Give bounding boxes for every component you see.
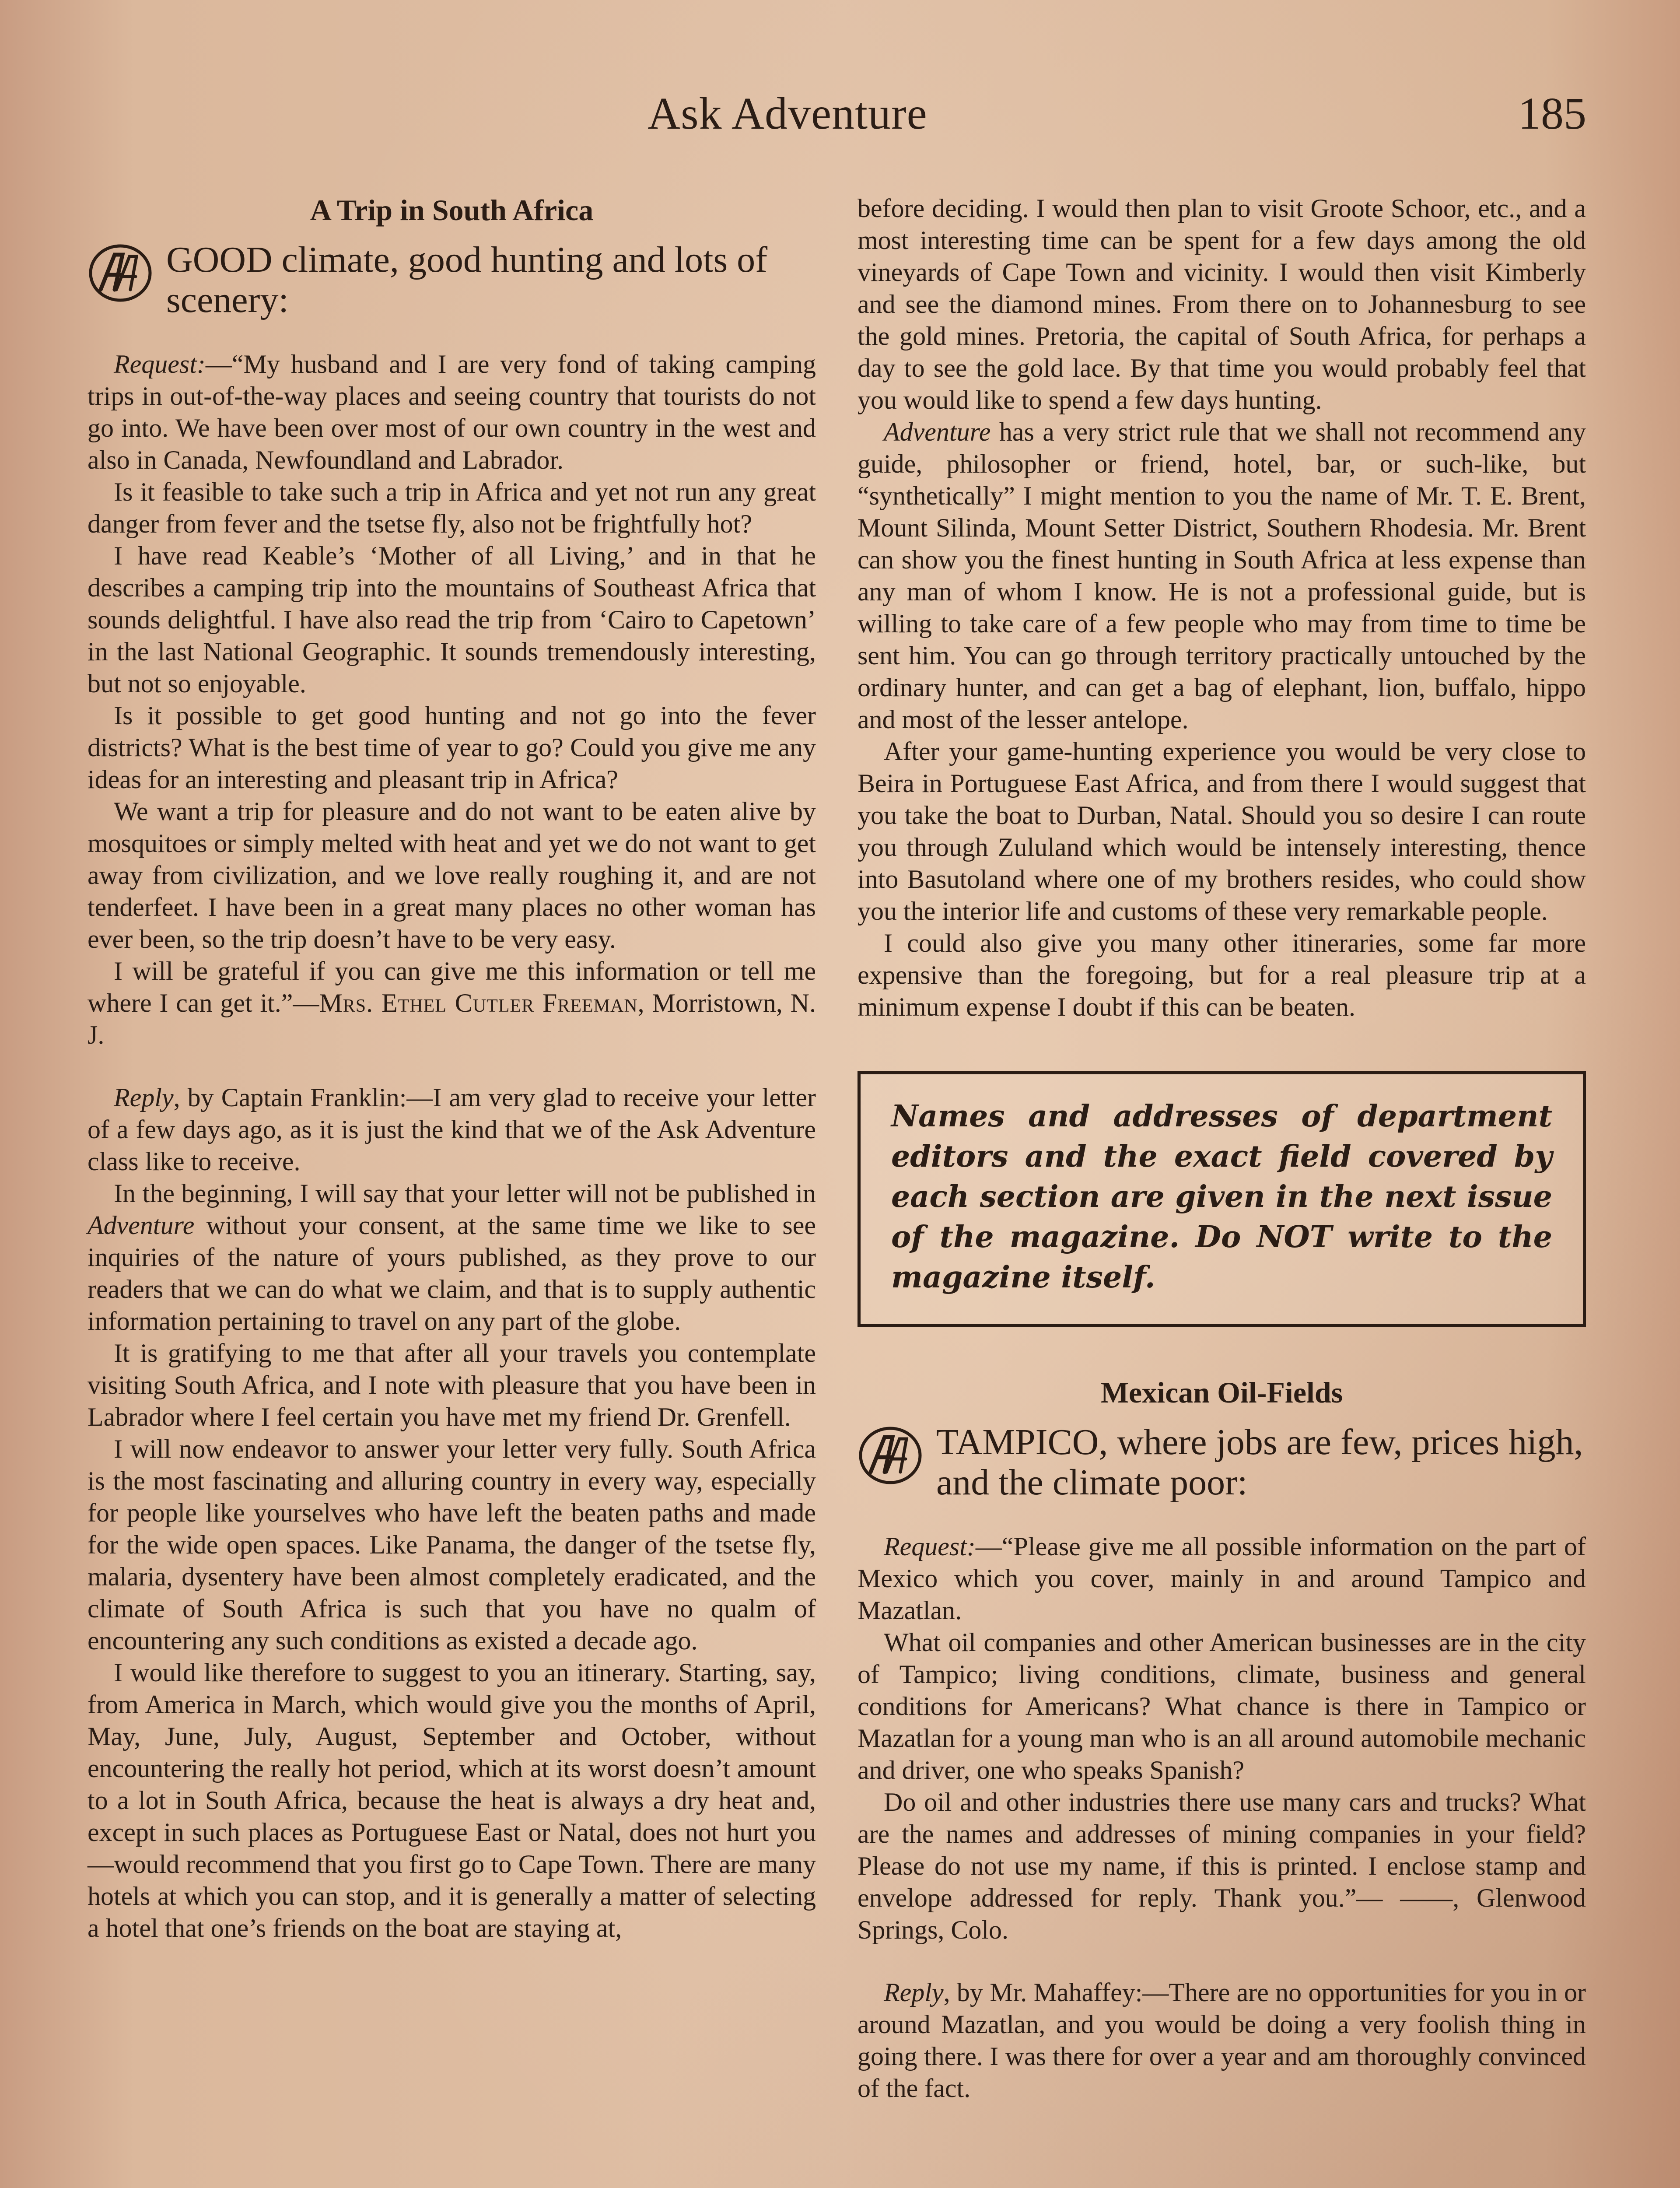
request-paragraph — [88, 955, 816, 1051]
request-paragraph: Do oil and other industries there use many cars and trucks? What are the names and addresses of mining companies in your field? Please do not use my name, if this is printed. I enclose stamp and envelope addressed for reply. Thank you.”— ——, Glenwood Springs, Colo. — [858, 1788, 1586, 1944]
reply-paragraph: After your game-hunting experience you would be very close to Beira in Portuguese East Africa, and from there I would suggest that you take the boat to Durban, Natal. Should you so desire I can route you through Zululand which would be intensely interesting, thence into Basutoland where one of my brothers resides, who could show you the interior life and customs of these very remarkable people. — [858, 737, 1586, 926]
spacer — [88, 1051, 816, 1082]
spacer — [858, 1946, 1586, 1977]
signature: Mrs. Ethel Cutler Freeman — [319, 989, 638, 1017]
reply-paragraph — [858, 1977, 1586, 2104]
reply-paragraph — [88, 1082, 816, 1178]
request-paragraph — [858, 1531, 1586, 1627]
reply-paragraph: It is gratifying to me that after all your travels you contemplate visiting South Africa, and I note with pleasure that you have been in Labrador where I feel certain you have met my friend Dr. Grenfell. — [88, 1339, 816, 1431]
lead-text: TAMPICO, where jobs are few, prices high, and the climate poor: — [936, 1422, 1583, 1503]
reply-text: without your consent, at the same time we like to see inquiries of the nature of yours published, as they prove to our readers that we can do what we claim, and that is to supply authentic information pertaining to travel on any part of the globe. — [88, 1211, 816, 1336]
reply-paragraph — [858, 416, 1586, 736]
request-text: —“Please give me all possible information on the part of Mexico which you cover, mainly in and around Tampico and Mazatlan. — [858, 1532, 1586, 1625]
lead-text: GOOD climate, good hunting and lots of scenery: — [166, 239, 768, 320]
section-title-south-africa: A Trip in South Africa — [310, 193, 594, 227]
reply-label: Reply — [884, 1978, 944, 2007]
editors-notice-box: Names and addresses of department editors and the exact field covered by each section are given in the next issue of the magazine. Do NOT write to the magazine itself. — [858, 1071, 1586, 1327]
magazine-name: Adventure — [88, 1211, 195, 1240]
request-label: Request: — [114, 350, 206, 379]
reply-label: Reply — [114, 1083, 174, 1112]
request-label: Request: — [884, 1532, 976, 1561]
aa-monogram-icon — [858, 1425, 923, 1486]
section-lead-tampico — [858, 1422, 1586, 1503]
request-paragraph: Is it possible to get good hunting and not go into the fever districts? What is the best time of year to go? Could you give me any ideas for an interesting and pleasant trip in Africa? — [88, 701, 816, 794]
request-paragraph: Is it feasible to take such a trip in Africa and yet not run any great danger from fever and the tsetse fly, also not be frightfully hot? — [88, 477, 816, 538]
section-title-mexican-oil-fields: Mexican Oil-Fields — [1100, 1376, 1343, 1409]
right-column — [858, 193, 1586, 2104]
left-column — [88, 193, 816, 1944]
signature-place: , Morristown, N. J. — [88, 989, 816, 1049]
request-paragraph: What oil companies and other American businesses are in the city of Tampico; living conditions, climate, business and general conditions for Americans? What chance is there in Tampico or Mazatlan for a young man who is an all around automobile mechanic and driver, one who speaks Spanish? — [858, 1628, 1586, 1785]
reply-paragraph: I would like therefore to suggest to you an itinerary. Starting, say, from America in March, which would give you the months of April, May, June, July, August, September and October, without encountering the really hot period, which at its worst doesn’t amount to a lot in South Africa, because the heat is always a dry heat and, except in such places as Portuguese East or Natal, does not hurt you—would recommend that you first go to Cape Town. There are many hotels at which you can stop, and it is generally a matter of selecting a hotel that one’s friends on the boat are staying at, — [88, 1658, 816, 1943]
reply-text: In the beginning, I will say that your letter will not be published in — [114, 1179, 816, 1208]
aa-monogram-icon — [88, 242, 153, 304]
reply-paragraph-continued: before deciding. I would then plan to visit Groote Schoor, etc., and a most interesting time can be spent for a few days among the old vineyards of Cape Town and vicinity. I would then visit Kimberly and see the diamond mines. From there on to Johannesburg to see the gold mines. Pretoria, the capital of South Africa, for perhaps a day to see the gold lace. By that time you would probably feel that you would like to spend a few days hunting. — [858, 194, 1586, 414]
reply-text: , by Mr. Mahaffey:—There are no opportunities for you in or around Mazatlan, and you would be doing a very foolish thing in going there. I was there for over a year and am thoroughly convinced of the fact. — [858, 1978, 1586, 2103]
magazine-name: Adventure — [884, 417, 991, 446]
section-lead-south-africa — [88, 240, 816, 320]
request-paragraph: We want a trip for pleasure and do not want to be eaten alive by mosquitoes or simply melted with heat and yet we do not want to get away from civilization, and we love really roughing it, and are not tenderfeet. I have been in a great many places no other woman has ever been, so the trip doesn’t have to be very easy. — [88, 797, 816, 954]
reply-text: has a very strict rule that we shall not recommend any guide, philosopher or friend, hotel, bar, or such-like, but “synthetically” I might mention to you the name of Mr. T. E. Brent, Mount Silinda, Mount Setter District, Southern Rhodesia. Mr. Brent can show you the finest hunting in South Africa at less expense than any man of whom I know. He is not a professional guide, but is willing to take care of a few people who may from time to time be sent him. You can go through territory practically untouched by the ordinary hunter, and can get a bag of elephant, lion, buffalo, hippo and most of the lesser antelope. — [858, 417, 1586, 734]
reply-paragraph: I could also give you many other itineraries, some far more expensive than the foregoing, but for a real pleasure trip at a minimum expense I doubt if this can be beaten. — [858, 929, 1586, 1021]
running-header-title: Ask Adventure — [648, 88, 928, 139]
reply-paragraph: I will now endeavor to answer your letter very fully. South Africa is the most fascinating and alluring country in every way, especially for people like yourselves who have left the beaten paths and made for the wide open spaces. Like Panama, the danger of the tsetse fly, malaria, dysentery have been almost completely eradicated, and the climate of South Africa is such that you have no qualm of encountering any such conditions as existed a decade ago. — [88, 1434, 816, 1655]
request-text: —“My husband and I are very fond of taking camping trips in out-of-the-way places and seeing country that tourists do not go into. We have been over most of our own country in the west and also in Canada, Newfoundland and Labrador. — [88, 350, 816, 474]
reply-text: , by Captain Franklin:—I am very glad to receive your letter of a few days ago, as it is just the kind that we of the Ask Adventure class like to receive. — [88, 1083, 816, 1176]
request-paragraph: I have read Keable’s ‘Mother of all Living,’ and in that he describes a camping trip into the mountains of Southeast Africa that sounds delightful. I have also read the trip from ‘Cairo to Capetown’ in the last National Geographic. It sounds tremendously interesting, but not so enjoyable. — [88, 541, 816, 698]
reply-paragraph — [88, 1178, 816, 1337]
request-text: I will be grateful if you can give me this information or tell me where I can get it.”— — [88, 957, 816, 1017]
page-number: 185 — [1518, 88, 1586, 139]
request-paragraph — [88, 348, 816, 476]
